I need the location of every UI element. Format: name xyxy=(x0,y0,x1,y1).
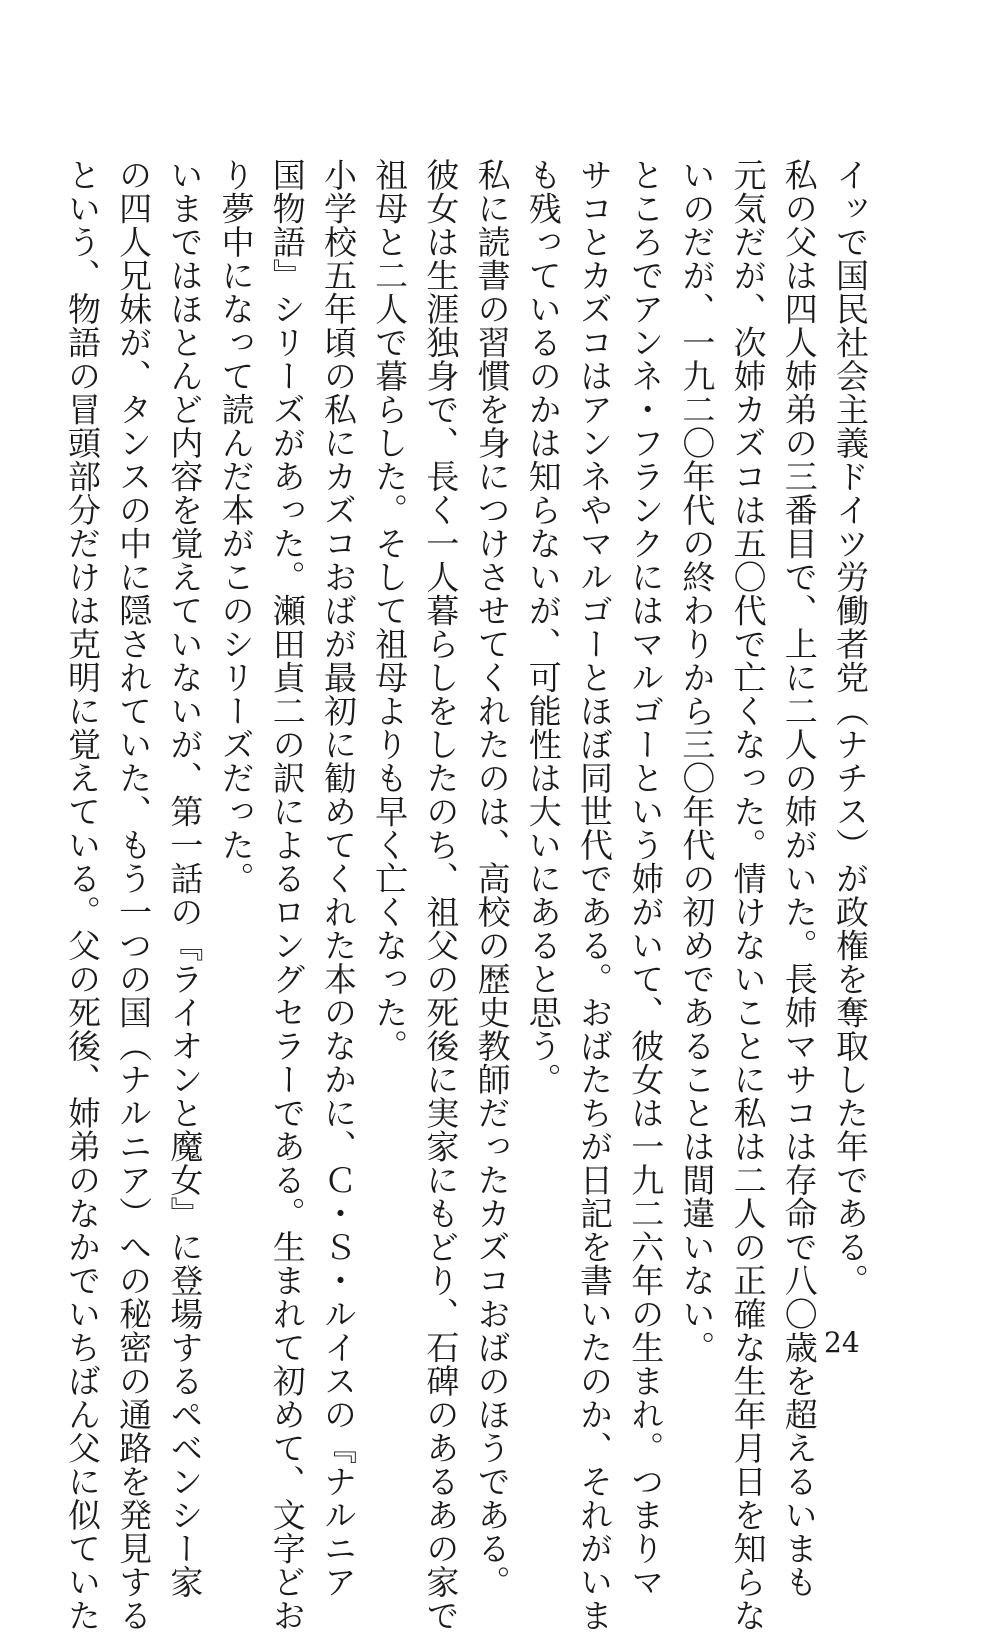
text-line: いまではほとんど内容を覚えていないが、第一話の『ライオンと魔女』に登場するペベンシー家 xyxy=(165,158,205,1599)
text-line: サコとカズコはアンネやマルゴーとほぼ同世代である。おばたちが日記を書いたのか、それがいま xyxy=(574,158,614,1632)
text-line: という、物語の冒頭部分だけは克明に覚えている。父の死後、姉弟のなかでいちばん父に似ていた xyxy=(62,158,102,1632)
text-line: イッで国民社会主義ドイツ労働者党（ナチス）が政権を奪取した年である。 xyxy=(831,158,870,1297)
text-line: の四人兄妹が、タンスの中に隠されていた、もう一つの国（ナルニア）への秘密の通路を発見する xyxy=(114,158,154,1632)
text-line: ところでアンネ・フランクにはマルゴーという姉がいて、彼女は一九二六年の生まれ。つまりマ xyxy=(626,158,666,1599)
text-line: 彼女は生涯独身で、長く一人暮らしをしたのち、祖父の死後に実家にもどり、石碑のあるあの家で xyxy=(421,158,461,1632)
text-line: 元気だが、次姉カズコは五〇代で亡くなった。情けないことに私は二人の正確な生年月日を知らな xyxy=(728,158,768,1632)
text-line: も残っているのかは知らないが、可能性は大いにあると思う。 xyxy=(523,158,563,1096)
text-line: り夢中になって読んだ本がこのシリーズだった。 xyxy=(216,158,256,895)
page-number: 24 xyxy=(824,1326,860,1359)
text-line: 私の父は四人姉弟の三番目で、上に二人の姉がいた。長姉マサコは存命で八〇歳を超えるいまも xyxy=(779,158,819,1599)
text-line: 小学校五年頃の私にカズコおばが最初に勧めてくれた本のなかに、Ｃ・Ｓ・ルイスの『ナルニア xyxy=(318,158,358,1599)
text-line: 祖母と二人で暮らした。そして祖母よりも早く亡くなった。 xyxy=(370,158,410,1063)
text-line: いのだが、一九二〇年代の終わりから三〇年代の初めであることは間違いない。 xyxy=(677,158,717,1364)
text-line: 私に読書の習慣を身につけさせてくれたのは、高校の歴史教師だったカズコおばのほうである。 xyxy=(472,158,512,1599)
text-line: 国物語』シリーズがあった。瀬田貞二の訳によるロングセラーである。生まれて初めて、文字どお xyxy=(267,158,307,1632)
